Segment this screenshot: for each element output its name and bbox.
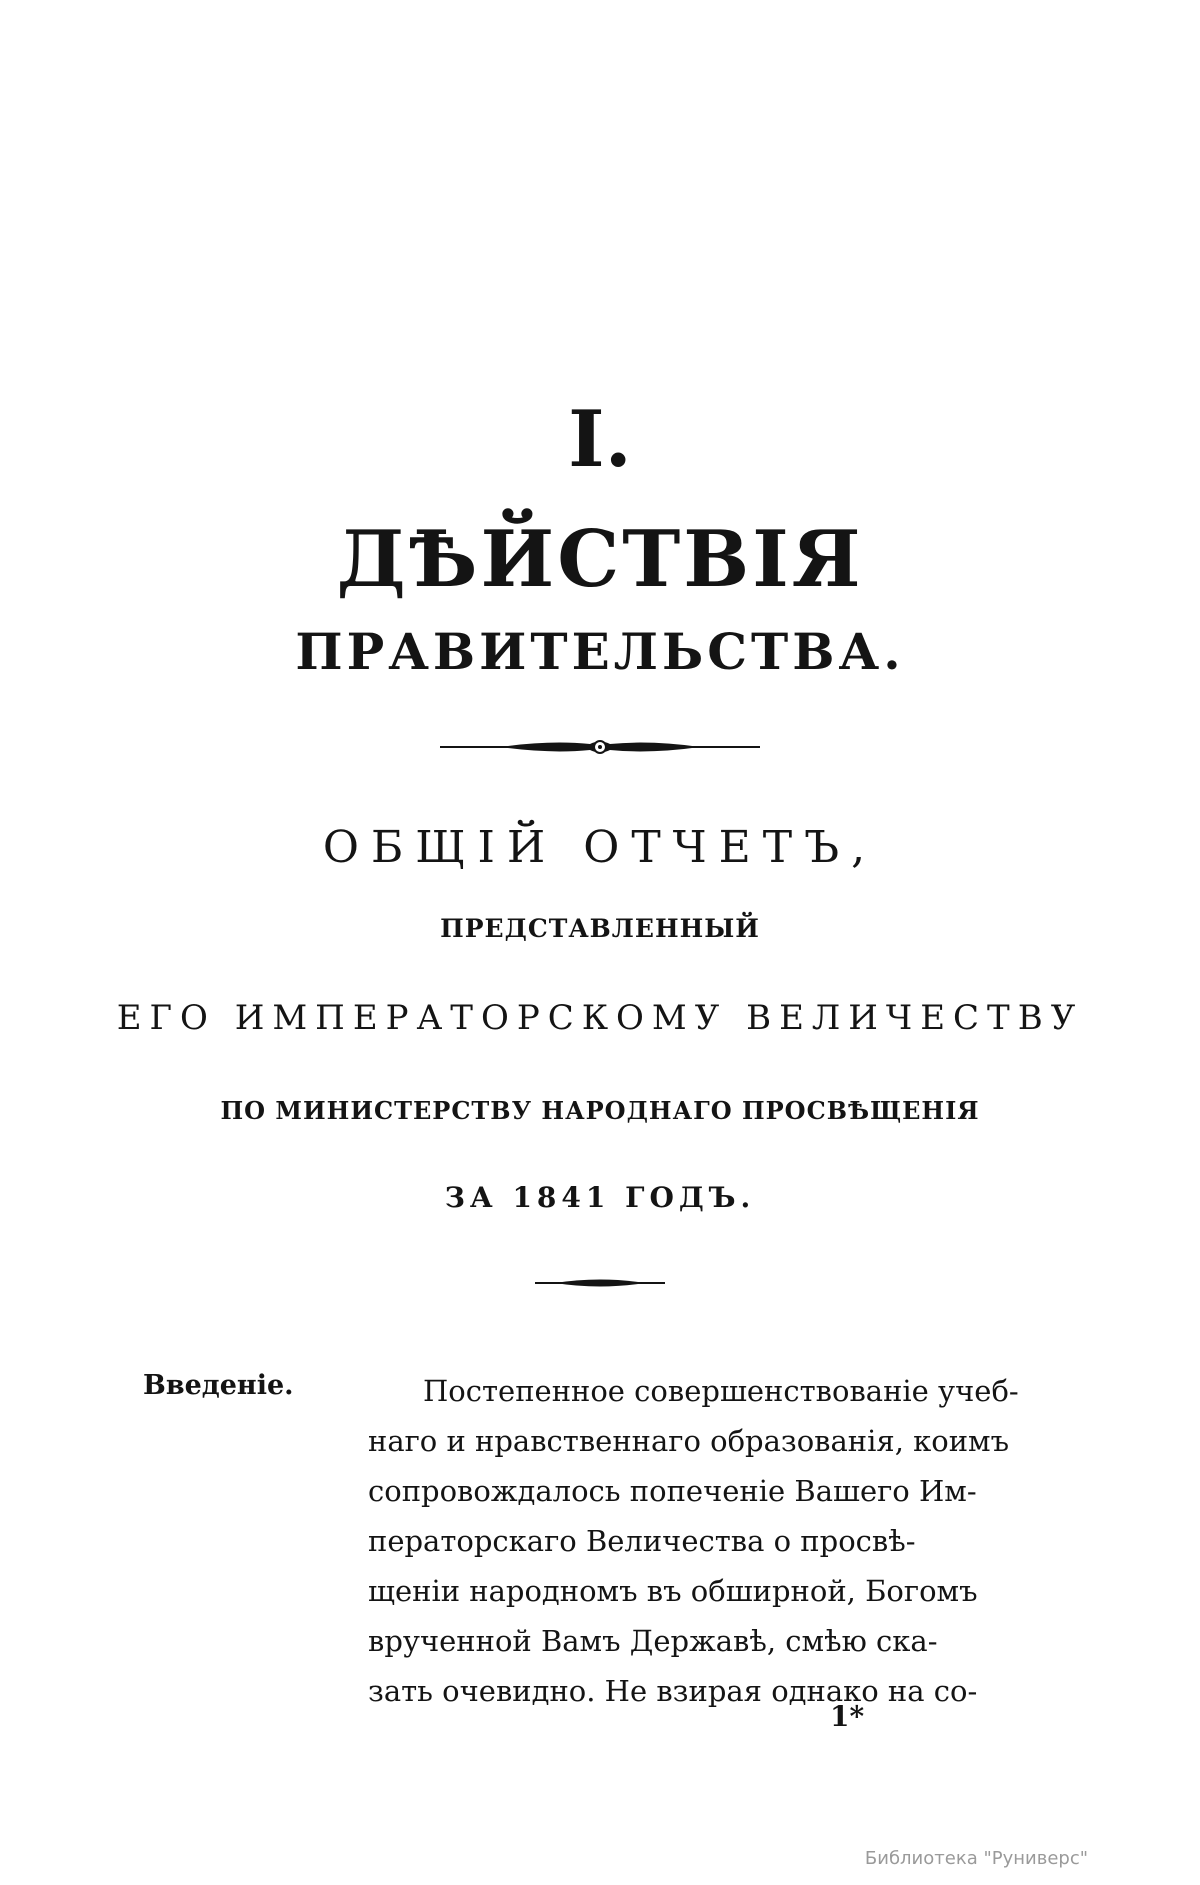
ornament-divider-bottom xyxy=(0,1276,1200,1290)
report-addressee: ЕГО ИМПЕРАТОРСКОМУ ВЕЛИЧЕСТВУ xyxy=(116,998,1084,1038)
paragraph-line: наго и нравственнаго образованія, коимъ xyxy=(368,1424,1010,1458)
paragraph-line: ператорскаго Величества о просвѣ- xyxy=(368,1524,916,1558)
report-year: ЗА 1841 ГОДЪ. xyxy=(444,1181,756,1214)
library-watermark: Библиотека "Руниверс" xyxy=(864,1848,1088,1869)
paragraph-line: зать очевидно. Не взирая однако на со- xyxy=(368,1674,978,1708)
section-numeral: І. xyxy=(568,394,632,485)
report-title: ОБЩІЙ ОТЧЕТЪ, xyxy=(322,822,878,873)
report-presented: ПРЕДСТАВЛЕННЫЙ xyxy=(440,914,760,943)
section-title-line2: ПРАВИТЕЛЬСТВА. xyxy=(295,622,905,681)
signature-mark: 1* xyxy=(830,1700,865,1733)
ornament-divider-top xyxy=(0,736,1200,758)
paragraph-line: Постепенное совершенствованіе учеб- xyxy=(423,1374,1019,1408)
intro-margin-label: Введеніе. xyxy=(143,1370,294,1401)
ornament-rule-icon xyxy=(440,736,760,758)
paragraph-line: врученной Вамъ Державѣ, смѣю ска- xyxy=(368,1624,938,1658)
paragraph-line: сопровождалось попеченіе Вашего Им- xyxy=(368,1474,977,1508)
paragraph-line: щеніи народномъ въ обширной, Богомъ xyxy=(368,1574,978,1608)
report-ministry: ПО МИНИСТЕРСТВУ НАРОДНАГО ПРОСВѢЩЕНІЯ xyxy=(220,1096,980,1125)
intro-paragraph xyxy=(368,1366,1040,1716)
section-title-line1: ДѢЙСТВІЯ xyxy=(336,514,864,605)
ornament-small-rule-icon xyxy=(535,1276,665,1290)
